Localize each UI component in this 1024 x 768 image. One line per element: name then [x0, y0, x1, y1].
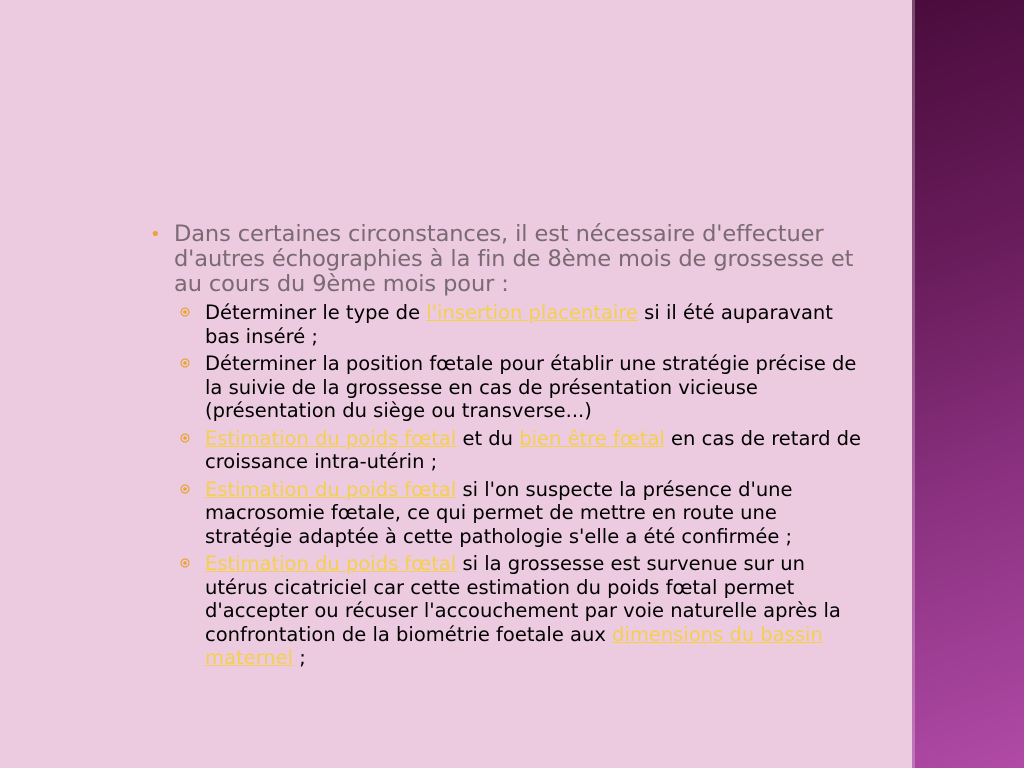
sub-item-uterus-cicatriciel [146, 552, 866, 670]
sub-item-text: Déterminer la position fœtale pour établir une stratégie précise de la suivie de la grossesse en cas de présentation vicieuse (présentation du siège ou transverse...) [205, 352, 857, 422]
circled-dot-icon [180, 358, 190, 368]
sub-item-rciu [146, 427, 866, 474]
circled-dot-icon [180, 484, 190, 494]
sub-item-placenta [146, 301, 866, 348]
sub-item-text: si l'on suspecte la présence d'une macrosomie fœtale, ce qui permet de mettre en route une stratégie adaptée à cette pathologie s'elle a été confirmée ; [205, 477, 793, 548]
link-bien-etre-foetal[interactable]: bien être fœtal [519, 426, 665, 450]
link-insertion-placentaire[interactable]: l'insertion placentaire [426, 301, 638, 324]
slide-content [146, 222, 866, 674]
circled-dot-icon [180, 433, 190, 443]
sub-item-position [146, 352, 866, 423]
sub-bullet-list [146, 301, 866, 670]
bullet-icon: • [150, 224, 161, 245]
circled-dot-icon [180, 558, 190, 568]
circled-dot-icon [180, 307, 190, 317]
main-bullet-text: Dans certaines circonstances, il est nécessaire d'effectuer d'autres échographies à la fin de 8ème mois de grossesse et au cours du 9ème mois pour : [174, 221, 854, 297]
sub-item-text: et du [456, 426, 520, 450]
link-estimation-poids-foetal[interactable]: Estimation du poids fœtal [205, 552, 457, 575]
link-dimensions-bassin-maternel[interactable]: dimensions du bassin maternel [205, 622, 823, 669]
link-estimation-poids-foetal[interactable]: Estimation du poids fœtal [205, 477, 457, 501]
sub-item-text: si la grossesse est survenue sur un utérus cicatriciel car cette estimation du poids fœtal permet d'accepter ou récuser l'accouchement par voie naturelle après la confrontation de la biométrie foetale aux [205, 552, 841, 646]
sub-item-text: en cas de retard de croissance intra-utérin ; [205, 426, 862, 473]
sub-item-text: si il été auparavant bas inséré ; [205, 301, 833, 348]
decorative-side-band [912, 0, 1024, 768]
sub-item-text: Déterminer le type de [205, 301, 427, 324]
sub-item-text: ; [293, 646, 306, 669]
main-bullet-item [146, 222, 866, 297]
sub-item-macrosomie [146, 478, 866, 549]
link-estimation-poids-foetal[interactable]: Estimation du poids fœtal [205, 426, 457, 450]
